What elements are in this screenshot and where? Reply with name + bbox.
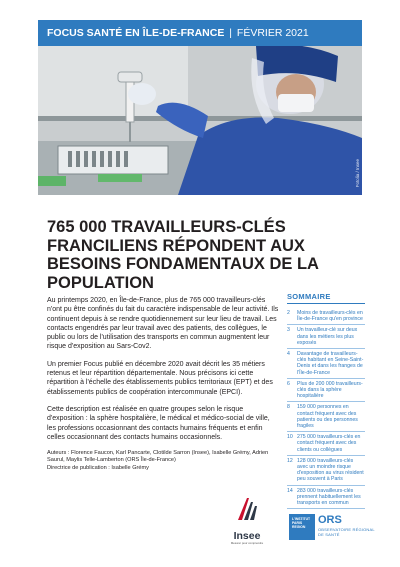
authors-line: Auteurs : Florence Faucon, Karl Pancarte, Clotilde Sarron (Insee), Isabelle Grémy, Adrien Saurul, Maylis Telle-Lamberton (ORS Île-de-France) — [47, 450, 269, 464]
intro-paragraph: Un premier Focus publié en décembre 2020 avait décrit les 35 métiers retenus et leur répartition départementale. Nous précisons ici cette répartition à l'échelle des établissements publics territoriaux (EPT) et des établissements publics de coopération intercommunale (EPCI). — [47, 360, 273, 396]
toc-item[interactable] — [287, 379, 365, 403]
toc-heading: SOMMAIRE — [287, 292, 365, 304]
toc-page-number: 10 — [287, 434, 293, 441]
ors-logo — [289, 514, 381, 554]
toc-label: Davantage de travailleurs-clés habitant en Seine-Saint-Denis et dans les franges de l'Île-de-France — [297, 351, 364, 376]
page-title: 765 000 TRAVAILLEURS-CLÉS FRANCILIENS RÉPONDENT AUX BESOINS FONDAMENTAUX DE LA POPULATION — [47, 218, 319, 292]
institut-paris-region-text: L'INSTITUT PARIS REGION — [292, 517, 311, 529]
credits — [47, 450, 279, 472]
toc-item[interactable] — [287, 486, 365, 510]
intro-paragraph: Au printemps 2020, en Île-de-France, plus de 765 000 travailleurs-clés n'ont pu être confinés du fait du caractère indispensable de leur activité. Ils continuent depuis à se rendre quotidiennement sur leur lieu de travail. Les contacts engendrés par leur travail avec des patients, des collègues, le public ou lors de l'utilisation des transports en commun augmentent leur risque d'exposition au Sars-Cov2. — [47, 297, 279, 351]
toc-label: 128 000 travailleurs-clés avec un moindre risque d'exposition au virus résident peu souvent à Paris — [297, 457, 364, 483]
ors-tagline: OBSERVATOIRE RÉGIONAL DE SANTÉ — [318, 527, 375, 537]
toc-label: Plus de 200 000 travailleurs-clés dans la sphère hospitalière — [297, 380, 363, 400]
toc-item[interactable] — [287, 308, 365, 325]
intro-paragraph: Cette description est réalisée en quatre groupes selon le risque d'exposition : la sphère hospitalière, le médical et médico-social de ville, les professions occasionnant des contacts humains fréquents et enfin celles occasionnant des contacts humains occasionnels. — [47, 405, 270, 441]
insee-tagline: Mesurer pour comprendre — [230, 541, 264, 545]
toc-label: Moins de travailleurs-clés en Île-de-France qu'en province — [297, 310, 363, 323]
banner-title: FOCUS SANTÉ EN ÎLE-DE-FRANCE — [47, 27, 225, 39]
banner-separator: | — [229, 27, 232, 39]
photo-credit: Fotolia / Insee — [355, 158, 360, 187]
toc-page-number: 4 — [287, 351, 290, 358]
toc-item[interactable] — [287, 456, 365, 486]
banner-date: FÉVRIER 2021 — [236, 27, 309, 39]
table-of-contents — [287, 292, 365, 509]
director-line: Directrice de publication : Isabelle Grémy — [47, 464, 149, 471]
toc-item[interactable] — [287, 432, 365, 456]
toc-label: Un travailleur-clé sur deux dans les métiers les plus exposés — [297, 327, 358, 346]
toc-label: 159 000 personnes en contact fréquent avec des patients ou des personnes fragiles — [297, 404, 358, 430]
header-banner — [38, 20, 362, 46]
toc-label: 283 000 travailleurs-clés prennent habituellement les transports en commun — [297, 487, 361, 507]
toc-item[interactable] — [287, 402, 365, 432]
toc-item[interactable] — [287, 349, 365, 379]
toc-page-number: 2 — [287, 310, 290, 316]
ors-wordmark: ORS — [318, 514, 342, 526]
toc-page-number: 3 — [287, 327, 290, 334]
toc-page-number: 14 — [287, 487, 293, 494]
toc-page-number: 8 — [287, 404, 290, 411]
toc-item[interactable] — [287, 325, 365, 349]
insee-emblem-icon — [232, 494, 262, 524]
toc-label: 275 000 travailleurs-clés en contact fréquent avec des clients ou collègues — [297, 434, 361, 453]
toc-page-number: 12 — [287, 457, 293, 464]
cover-photo — [38, 46, 362, 195]
institut-paris-region-block — [289, 514, 315, 540]
insee-wordmark: Insee — [233, 530, 261, 542]
insee-logo — [222, 494, 272, 554]
toc-page-number: 6 — [287, 380, 290, 387]
intro-text — [47, 296, 279, 472]
lab-scene-illustration — [38, 46, 362, 195]
